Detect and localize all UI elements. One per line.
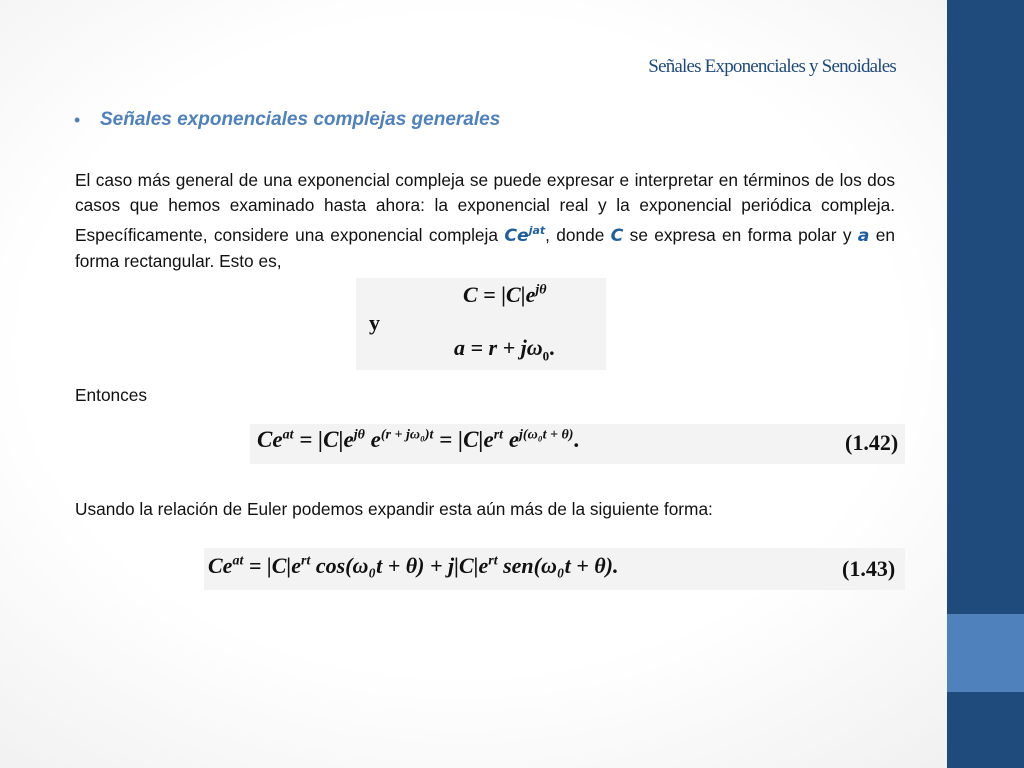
eq143-left: Ce <box>208 553 233 578</box>
eq142-right2: e <box>503 427 520 452</box>
ce-base: Ce <box>504 225 529 246</box>
eq143-sen: sen(ω₀t + θ). <box>497 553 619 578</box>
para-text-1: El caso más general de una exponencial compleja se puede expresar e interpretar en términos de los dos casos que hemos examinado hasta ahora: la exponencial real y la exponencial periódica compleja. Específicamente, considere una exponencial compleja <box>75 170 895 245</box>
intro-paragraph <box>75 168 895 274</box>
equation-c-polar <box>463 282 547 308</box>
eq142-right2-exp: j(ω₀t + θ) <box>519 427 574 443</box>
para-text-4: en forma rectangular. Esto es, <box>75 224 895 271</box>
equation-1-43 <box>208 553 618 579</box>
c-variable: C <box>610 225 624 246</box>
y-label: y <box>369 310 380 335</box>
eq142-end: . <box>573 427 580 452</box>
equation-number-1-42: (1.42) <box>845 430 899 455</box>
equation-number-1-43: (1.43) <box>842 556 896 581</box>
eq143-mid: = |C|e <box>243 553 302 578</box>
eq142-e-exp: (r + jω₀)t <box>380 427 434 443</box>
eq143-left-exp: at <box>232 553 244 569</box>
eq142-e: e <box>364 427 381 452</box>
ce-exponent: jat <box>528 224 546 237</box>
eq142-left-exp: at <box>282 427 294 443</box>
eq143-cos: cos(ω₀t + θ) + j|C|e <box>310 553 489 578</box>
eq142-right: = |C|e <box>433 427 494 452</box>
equation-1-42 <box>257 427 579 453</box>
a-variable: a <box>857 225 870 246</box>
eq142-mid-exp: jθ <box>353 427 365 443</box>
ce-expression <box>504 226 545 246</box>
entonces-text: Entonces <box>75 385 148 405</box>
eq142-left: Ce <box>257 427 283 452</box>
c-polar-exp: jθ <box>535 282 547 298</box>
slide-title: Señales Exponenciales y Senoidales <box>648 56 896 77</box>
section-heading: Señales exponenciales complejas generales <box>100 109 501 130</box>
a-rect-period: . <box>549 335 555 360</box>
para-text-2: , donde <box>545 224 611 245</box>
c-polar-text: C = |C|e <box>463 282 536 307</box>
equation-a-rect <box>454 335 555 364</box>
euler-text: Usando la relación de Euler podemos expandir esta aún más de la siguiente forma: <box>75 499 713 519</box>
a-rect-sub: 0 <box>542 348 550 364</box>
bullet-icon: • <box>74 110 81 130</box>
eq142-right-exp: rt <box>493 427 504 443</box>
para-text-3: se expresa en forma polar y <box>623 224 858 245</box>
eq143-cos-exp: rt <box>488 553 498 569</box>
right-accent-block <box>947 614 1024 692</box>
eq142-mid: = |C|e <box>293 427 354 452</box>
eq143-mid-exp: rt <box>301 553 311 569</box>
a-rect-text: a = r + jω <box>454 335 543 360</box>
